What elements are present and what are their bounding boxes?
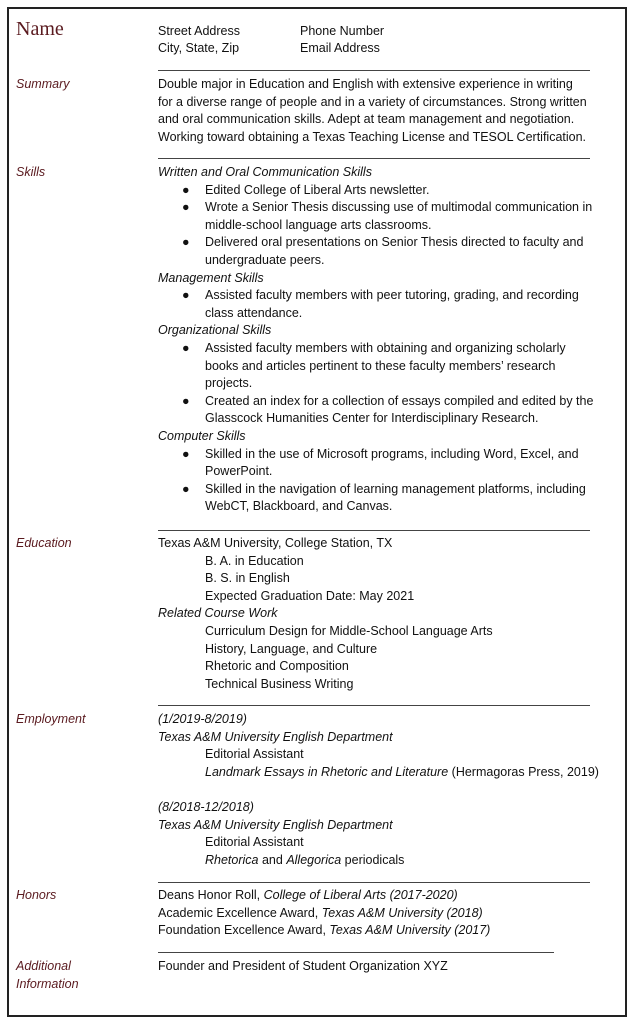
bullet-text: Created an index for a collection of essays compiled and edited by the <box>205 393 594 408</box>
section-label-additional <box>16 958 79 993</box>
honor-item <box>158 922 490 940</box>
section-label-skills: Skills <box>16 165 46 179</box>
honor-award: Academic Excellence Award, <box>158 905 322 920</box>
honor-award: Foundation Excellence Award, <box>158 923 330 938</box>
contact-block <box>300 23 384 57</box>
course: Rhetoric and Composition <box>205 659 349 674</box>
bullet-text: Glasscock Humanities Center for Interdisciplinary Research. <box>205 411 539 426</box>
list-item <box>158 182 593 200</box>
honor-detail: College of Liberal Arts (2017-2020) <box>263 888 458 902</box>
degree: B. A. in Education <box>205 553 304 568</box>
job-organization: Texas A&M University English Department <box>158 729 393 744</box>
bullet-text: Assisted faculty members with peer tutoring, grading, and recording <box>205 288 579 303</box>
section-label-summary: Summary <box>16 77 70 91</box>
additional-item: Founder and President of Student Organization XYZ <box>158 959 448 973</box>
bullet-text: middle-school language arts classrooms. <box>205 217 432 232</box>
bullet-text: WebCT, Blackboard, and Canvas. <box>205 499 393 514</box>
bullet-text: Edited College of Liberal Arts newsletter. <box>205 182 430 197</box>
school-name: Texas A&M University, College Station, TX <box>158 536 393 550</box>
work-title: Landmark Essays in Rhetoric and Literature <box>205 764 449 779</box>
job-role: Editorial Assistant <box>205 835 304 850</box>
list-item <box>158 340 593 393</box>
list-item <box>158 393 593 428</box>
bullet-text: Skilled in the use of Microsoft programs, including Word, Excel, and <box>205 446 579 461</box>
list-item <box>158 234 593 269</box>
honor-detail: Texas A&M University (2018) <box>321 905 483 920</box>
email-address: Email Address <box>300 41 380 55</box>
bullet-text: projects. <box>205 376 253 391</box>
additional-section <box>158 958 448 976</box>
spacer <box>158 781 599 799</box>
work-suffix: periodicals <box>341 852 405 867</box>
bullet-icon: ● <box>182 182 190 197</box>
honor-item <box>158 887 490 905</box>
summary-line: and oral communication skills. Adept at team management and negotiation. <box>158 112 575 127</box>
bullet-text: Assisted faculty members with obtaining and organizing scholarly <box>205 340 566 355</box>
honor-award: Deans Honor Roll, <box>158 888 264 902</box>
coursework-title: Related Course Work <box>158 606 278 621</box>
list-item <box>158 287 593 322</box>
phone-number: Phone Number <box>300 24 385 38</box>
bullet-text: class attendance. <box>205 305 303 320</box>
job-dates: (1/2019-8/2019) <box>158 712 247 726</box>
divider <box>158 158 590 159</box>
address-block <box>158 23 240 57</box>
course: History, Language, and Culture <box>205 641 378 656</box>
bullet-icon: ● <box>182 340 190 355</box>
job-work <box>158 764 599 782</box>
graduation-date: Expected Graduation Date: May 2021 <box>205 588 415 603</box>
bullet-icon: ● <box>182 288 190 303</box>
bullet-text: Delivered oral presentations on Senior Thesis directed to faculty and <box>205 235 584 250</box>
label-line: Information <box>16 976 79 991</box>
bullet-icon: ● <box>182 235 190 250</box>
label-line: Additional <box>16 959 71 973</box>
job-organization: Texas A&M University English Department <box>158 817 393 832</box>
work-conjunction: and <box>258 852 287 867</box>
honor-detail: Texas A&M University (2017) <box>329 923 491 938</box>
work-title: Rhetorica <box>205 852 259 867</box>
job-role: Editorial Assistant <box>205 747 304 762</box>
list-item <box>158 446 593 481</box>
skill-group-title: Organizational Skills <box>158 323 272 338</box>
degree: B. S. in English <box>205 571 290 586</box>
bullet-icon: ● <box>182 481 190 496</box>
job-dates: (8/2018-12/2018) <box>158 799 254 814</box>
resume-name: Name <box>16 18 64 40</box>
bullet-icon: ● <box>182 393 190 408</box>
honor-item <box>158 905 490 923</box>
divider <box>158 882 590 883</box>
section-label-employment: Employment <box>16 712 86 726</box>
course: Curriculum Design for Middle-School Language Arts <box>205 623 493 638</box>
section-label-honors: Honors <box>16 888 57 902</box>
bullet-text: Wrote a Senior Thesis discussing use of multimodal communication in <box>205 200 593 215</box>
work-publisher: (Hermagoras Press, 2019) <box>448 764 599 779</box>
summary-line: for a diverse range of people and in a variety of circumstances. Strong written <box>158 94 587 109</box>
summary-line: Double major in Education and English with extensive experience in writing <box>158 77 573 91</box>
skill-group-title: Computer Skills <box>158 428 246 443</box>
work-title: Allegorica <box>286 852 342 867</box>
job-work <box>158 852 599 870</box>
bullet-text: undergraduate peers. <box>205 252 325 267</box>
list-item <box>158 199 593 234</box>
education-section <box>158 535 493 693</box>
divider <box>158 952 554 953</box>
city-state-zip: City, State, Zip <box>158 41 240 55</box>
divider <box>158 530 590 531</box>
skill-group-title: Written and Oral Communication Skills <box>158 165 372 179</box>
employment-section <box>158 711 599 869</box>
summary-section <box>158 76 587 146</box>
divider <box>158 70 590 71</box>
bullet-icon: ● <box>182 446 190 461</box>
bullet-text: books and articles pertinent to these faculty members’ research <box>205 358 556 373</box>
divider <box>158 705 590 706</box>
bullet-icon: ● <box>182 200 190 215</box>
street-address: Street Address <box>158 24 240 38</box>
bullet-text: PowerPoint. <box>205 464 273 479</box>
bullet-text: Skilled in the navigation of learning management platforms, including <box>205 481 586 496</box>
section-label-education: Education <box>16 536 72 550</box>
course: Technical Business Writing <box>205 676 354 691</box>
honors-section <box>158 887 490 940</box>
list-item <box>158 481 593 516</box>
skills-section <box>158 164 593 516</box>
skill-group-title: Management Skills <box>158 270 264 285</box>
summary-line: Working toward obtaining a Texas Teaching License and TESOL Certification. <box>158 129 587 144</box>
